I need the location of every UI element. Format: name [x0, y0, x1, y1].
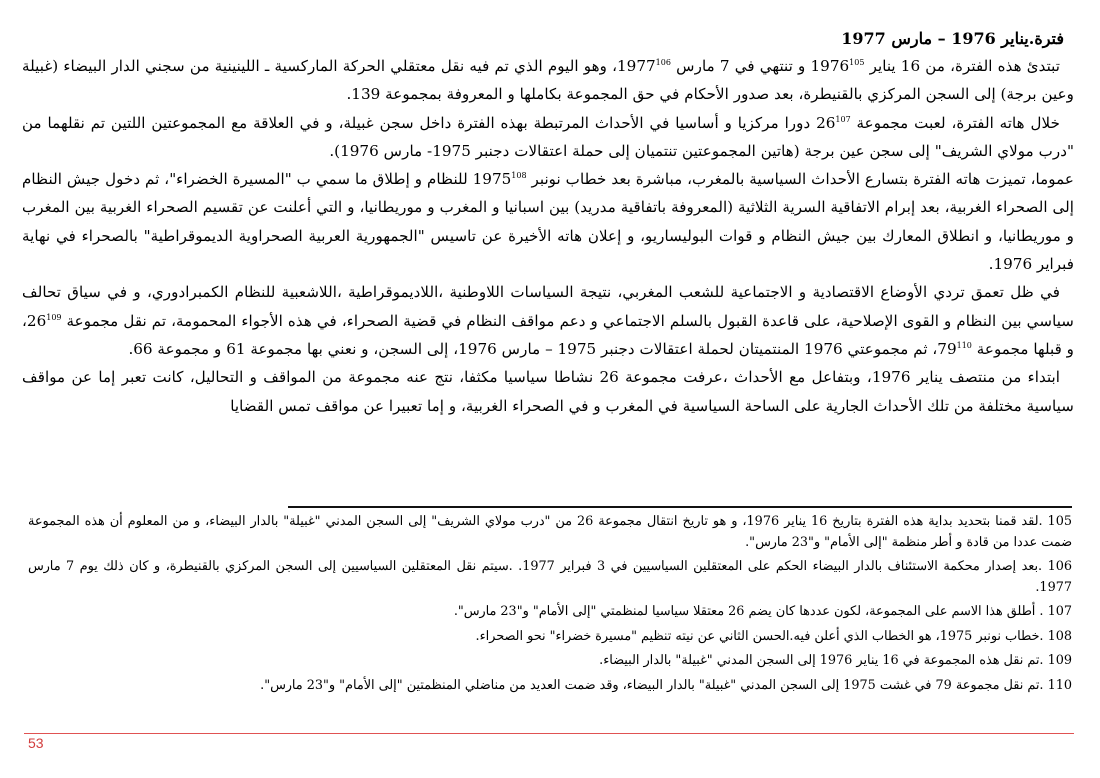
- paragraph-text: للنظام و إطلاق ما سمي ب "المسيرة الخضراء"، ثم دخول جيش النظام إلى الصحراء الغربية، بعد إبرام الاتفاقية السرية الثلاثية (المعروفة باتفاقية مدريد) بين اسبانيا و المغرب و موريطانيا، و التي أعلنت عن تقسيم الصحراء الغربية بين المغرب و موريطانيا، و انطلاق المعارك بين جيش النظام و قوات البوليساريو، و إعلان هاته الأخيرة عن تاسيس "الجمهورية العربية الصحراوية الديموقراطية" بالصحراء في نهاية فبراير 1976.: [22, 170, 1074, 274]
- footnote-ref-108[interactable]: 108: [511, 171, 527, 181]
- footnote-109: 109 .تم نقل هذه المجموعة في 16 يناير 1976 إلى السجن المدني "غبيلة" بالدار البيضاء.: [599, 653, 1072, 668]
- paragraph-text: و تنتهي في 7 مارس 1977: [617, 57, 811, 75]
- paragraph-text: تبتدئ هذه الفترة، من 16 يناير 1976: [810, 57, 1060, 75]
- paragraph-2: [22, 109, 1074, 166]
- main-text-block: [22, 28, 1074, 420]
- footnote-106: 106 .بعد إصدار محكمة الاستئناف بالدار البيضاء الحكم على المعتقلين السياسيين في 3 فبراير 1977. .سيتم نقل المعتقلين السياسيين إلى السجن المركزي بالقنيطرة، و كان ذلك يوم 7 مارس 1977.: [28, 559, 1073, 595]
- footnote-105: 105 .لقد قمنا بتحديد بداية هذه الفترة بتاريخ 16 يناير 1976، و هو تاريخ انتقال مجموعة 26 من "درب مولاي الشريف" إلى السجن المدني "غبيلة" بالدار البيضاء، و من المعلوم أن هذه المجموعة ضمت عددا من قادة و أطر منظمة "إلى الأمام" و"23 مارس".: [28, 514, 1072, 550]
- section-heading: فترة.يناير 1976 – مارس 1977: [841, 29, 1064, 48]
- paragraph-text: ، وهو اليوم الذي تم فيه نقل معتقلي الحركة الماركسية ـ اللينينية من سجني الدار البيضاء (غبيلة وعين برجة) إلى السجن المركزي بالقنيطرة، بعد صدور الأحكام في حق المجموعة بكاملها و المعروفة بمجموعة 139.: [22, 57, 1074, 104]
- footnote-separator: [288, 506, 1072, 508]
- paragraph-text: خلال هاته الفترة، لعبت مجموعة 26: [816, 113, 1060, 132]
- paragraph-text: دورا مركزيا و أساسيا في الأحداث المرتبطة بهذه الفترة داخل سجن غبيلة، و في العلاقة مع المجموعتين اللتين تم نقلهما من "درب مولاي الشريف" إلى سجن عين برجة (هاتين المجموعتين تنتميان إلى حملة اعتقالات دجنبر 1975- مارس 1976).: [22, 113, 1074, 160]
- footnote-ref-105[interactable]: 105: [849, 57, 865, 67]
- page-bottom-rule: [24, 733, 1074, 734]
- paragraph-text: عموما، تميزت هاته الفترة بتسارع الأحداث السياسية بالمغرب، مباشرة بعد خطاب نونبر 1975: [472, 170, 1074, 189]
- paragraph-4: [22, 278, 1074, 363]
- footnote-108: 108 .خطاب نونبر 1975، هو الخطاب الذي أعلن فيه.الحسن الثاني عن نيته تنظيم "مسيرة خضراء" نحو الصحراء.: [475, 628, 1072, 644]
- footnotes-block: [28, 512, 1072, 700]
- footnote-ref-106[interactable]: 106: [655, 57, 671, 67]
- footnote-ref-109[interactable]: 109: [46, 312, 62, 322]
- footnote-ref-107[interactable]: 107: [835, 114, 851, 124]
- paragraph-text: ابتداء من منتصف يناير 1976، وبتفاعل مع الأحداث ،عرفت مجموعة 26 نشاطا سياسيا مكثفا، نتج عنه مجموعة من المواقف و التحاليل، كانت تعبر إما عن مواقف سياسية مختلفة من تلك الأحداث الجارية على الساحة السياسية في المغرب و في الصحراء الغربية، و إما تعبيرا عن مواقف تمس القضايا: [22, 368, 1074, 415]
- paragraph-5: [22, 363, 1074, 420]
- paragraph-text: ، و قبلها مجموعة 79: [22, 311, 1074, 358]
- paragraph-3: [22, 165, 1074, 278]
- footnote-ref-110[interactable]: 110: [956, 340, 972, 350]
- footnote-110: 110 .تم نقل مجموعة 79 في غشت 1975 إلى السجن المدني "غبيلة" بالدار البيضاء، وقد ضمت العديد من مناضلي المنظمتين "إلى الأمام" و"23 مارس".: [260, 677, 1072, 693]
- paragraph-text: في ظل تعمق تردي الأوضاع الاقتصادية و الاجتماعية للشعب المغربي، نتيجة السياسات اللاوطنية ،اللاديموقراطية ،اللاشعبية للنظام الكمبرادوري، و في سياق تحالف سياسي بين النظام و القوى الإصلاحية، على قاعدة القبول بالسلم الاجتماعي و دعم مواقف النظام في قضية الصحراء، في هذه الأجواء المحمومة، تم نقل مجموعة 26: [22, 283, 1074, 330]
- page-number: 53: [28, 735, 44, 751]
- paragraph-1: [22, 52, 1074, 109]
- paragraph-text: ، ثم مجموعتي 1976 المنتميتان لحملة اعتقالات دجنبر 1975 – مارس 1976، إلى السجن، و نعني بها مجموعة 61 و مجموعة 66.: [128, 339, 938, 358]
- footnote-107: 107 . أطلق هذا الاسم على المجموعة، لكون عددها كان يضم 26 معتقلا سياسيا لمنظمتي "إلى الأمام" و"23 مارس".: [453, 604, 1072, 619]
